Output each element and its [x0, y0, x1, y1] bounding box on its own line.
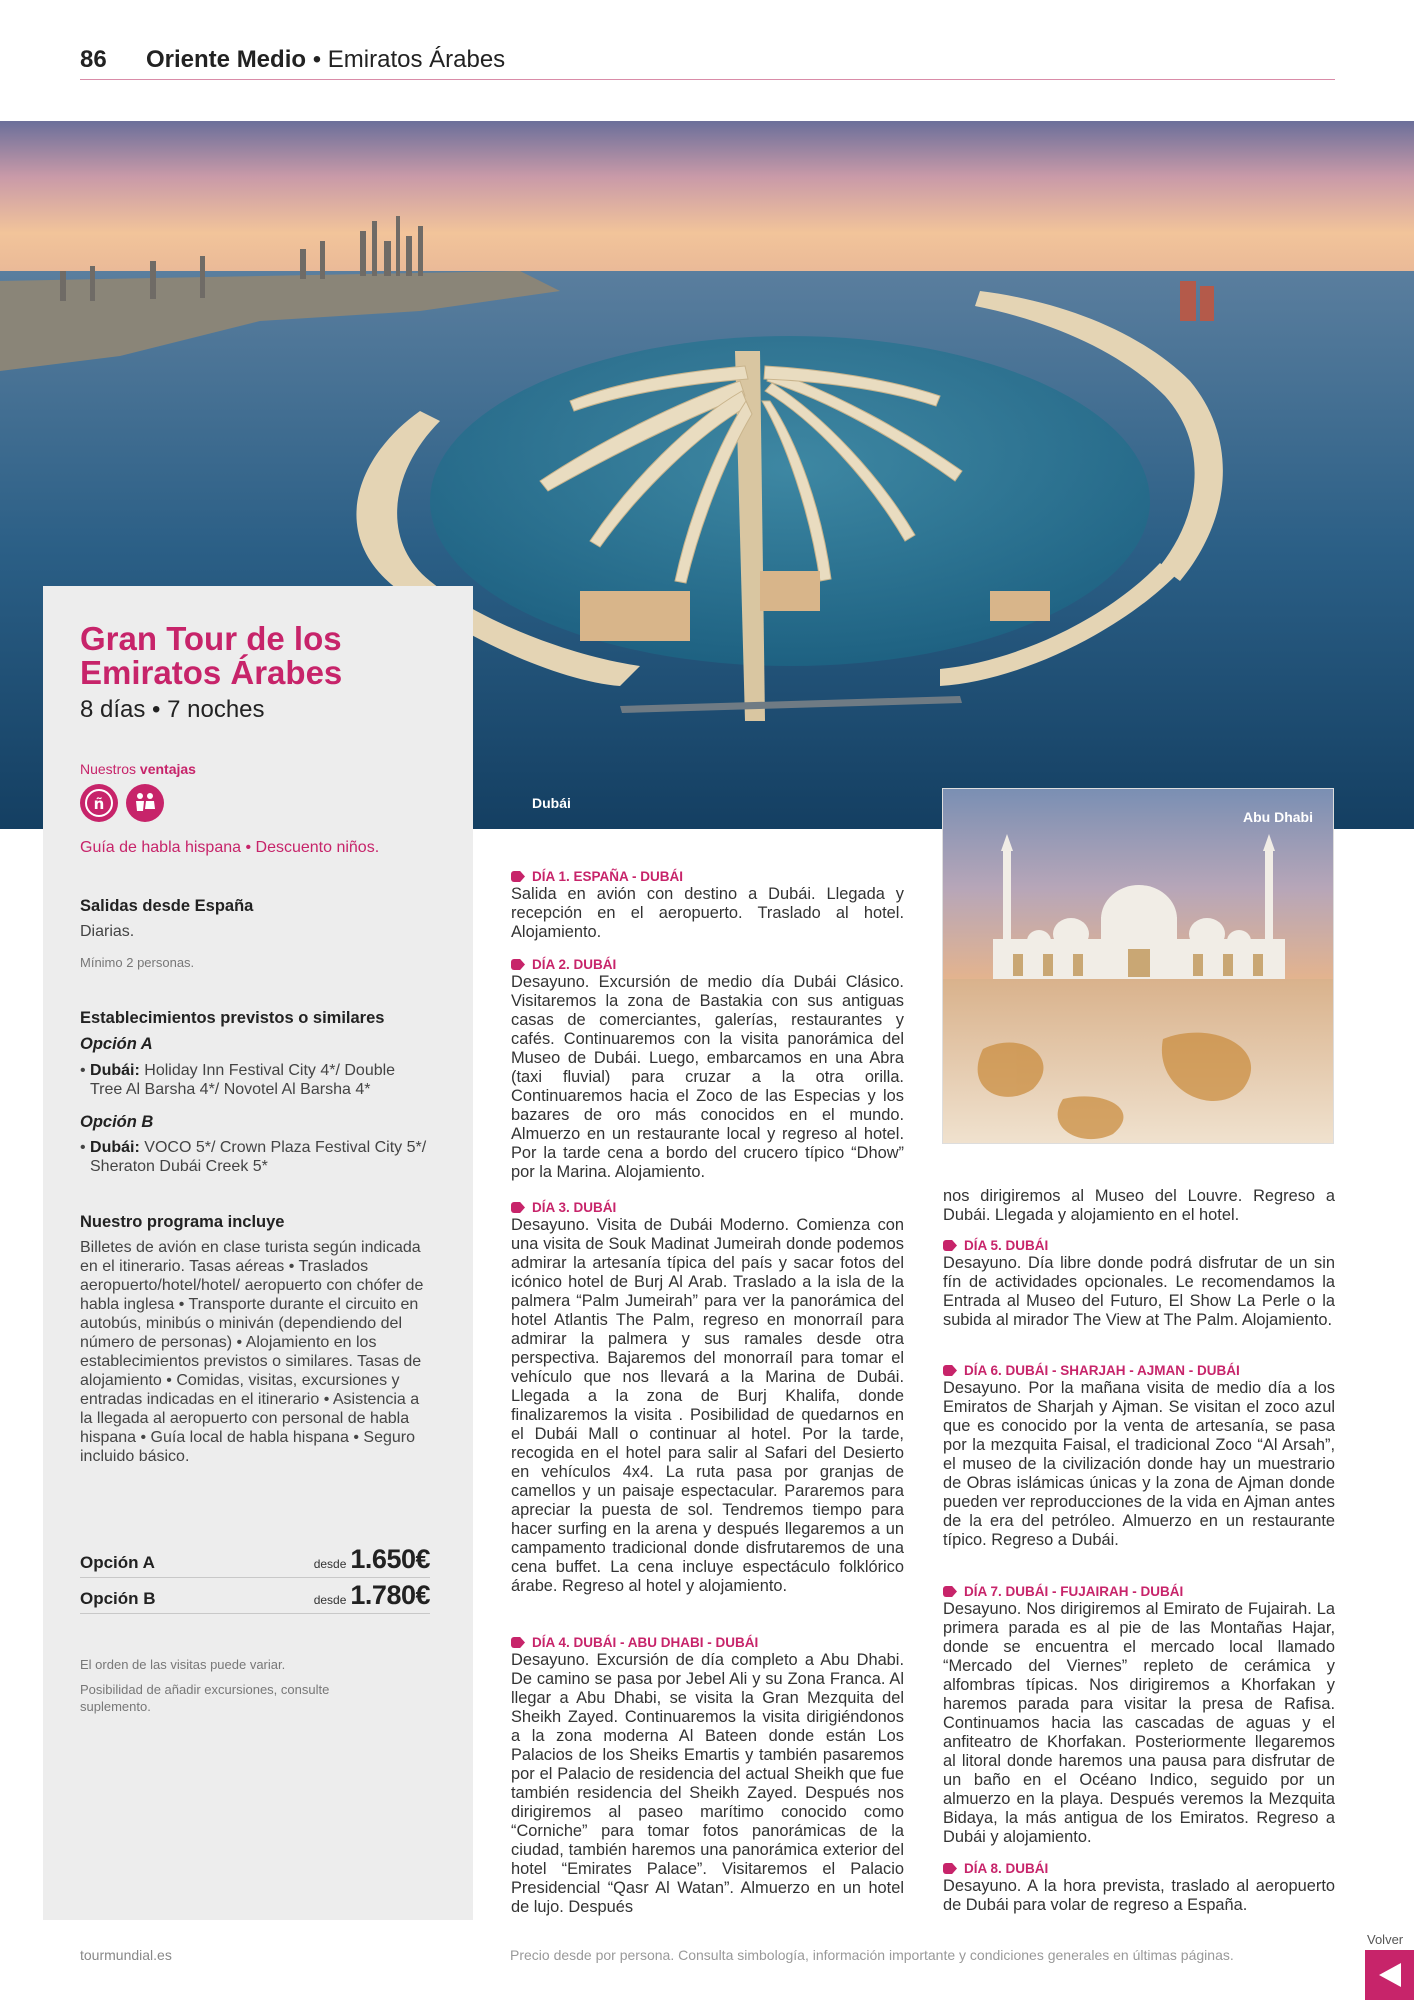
price-row-a [80, 1544, 430, 1578]
itinerary-day-8 [943, 1860, 1335, 1915]
option-a-title: Opción A [80, 1035, 153, 1053]
tag-icon [943, 1365, 957, 1376]
day-text: Desayuno. A la hora prevista, traslado al aeropuerto de Dubái para volar de regreso a España. [943, 1877, 1335, 1914]
day-title: DÍA 8. DUBÁI [964, 1861, 1049, 1876]
advantages-text: Guía de habla hispana • Descuento niños. [80, 839, 380, 856]
region-name: Oriente Medio [146, 46, 307, 73]
itinerary-day-6 [943, 1362, 1335, 1550]
abu-dhabi-caption: Abu Dhabi [1243, 809, 1313, 825]
tag-icon [943, 1586, 957, 1597]
option-a-hotel-list: Holiday Inn Festival City 4*/ Double Tree Al Barsha 4*/ Novotel Al Barsha 4* [90, 1062, 396, 1098]
price-label: Opción A [80, 1553, 155, 1572]
back-label: Volver [1367, 1932, 1404, 1947]
tag-icon [943, 1240, 957, 1251]
option-a-city: Dubái: [90, 1062, 140, 1079]
page-number: 86 [80, 46, 107, 73]
day-text: nos dirigiremos al Museo del Louvre. Regreso a Dubái. Llegada y alojamiento en el hotel. [943, 1187, 1335, 1224]
includes-text: Billetes de avión en clase turista según indicada en el itinerario. Tasas aéreas • Traslados aeropuerto/hotel/hotel/ aeropuerto con chófer de habla inglesa • Transporte durante el circuito en autobús, minibús o miniván (dependiendo del número de personas) • Alojamiento en los establecimientos previstos o similares. Tasas de alojamiento • Comidas, visitas, excursiones y entradas indicadas en el itinerario • Asistencia a la llegada al aeropuerto con personal de habla hispana • Guía local de habla hispana • Seguro incluido básico. [80, 1239, 424, 1465]
advantages-label-prefix: Nuestros [80, 761, 137, 777]
hero-caption: Dubái [532, 795, 571, 811]
option-b-city: Dubái: [90, 1139, 140, 1156]
includes-title: Nuestro programa incluye [80, 1213, 285, 1231]
departures-value: Diarias. [80, 923, 135, 940]
country-name: Emiratos Árabes [327, 46, 506, 73]
tag-icon [943, 1863, 957, 1874]
price-row-b [80, 1580, 430, 1614]
day-text: Desayuno. Día libre donde podrá disfrutar de un sin fín de actividades opcionales. Le recomendamos la Entrada al Museo del Futuro, El Show La Perle o la subida al mirador The View at The Palm. Alojamiento. [943, 1254, 1335, 1329]
day-title: DÍA 7. DUBÁI - FUJAIRAH - DUBÁI [964, 1584, 1184, 1599]
svg-text:ñ: ñ [93, 795, 105, 813]
min-people-note: Mínimo 2 personas. [80, 955, 195, 970]
day-title: DÍA 2. DUBÁI [532, 957, 617, 972]
back-arrow-icon [1365, 1950, 1414, 2000]
price-label: Opción B [80, 1589, 156, 1608]
day-text: Desayuno. Visita de Dubái Moderno. Comienza con una visita de Souk Madinat Jumeirah donde podemos admirar la artesanía típica del país y sacar fotos del icónico hotel de Burj Al Arab. Traslado a la isla de la palmera “Palm Jumeirah” para ver la panorámica del hotel Atlantis The Palm, regreso en monorraíl para admirar la palmera y sus ramales desde otra perspectiva. Bajaremos del monorraíl para tomar el vehículo que nos llevará a la Marina de Dubái. Llegada a la zona de Burj Khalifa, donde finalizaremos la visita . Posibilidad de quedarnos en el Dubái Mall o continuar al hotel. Por la tarde, recogida en el hotel para salir al Safari del Desierto en vehículos 4x4. La ruta pasa por granjas de camellos y un paisaje espectacular. Pararemos para apreciar la puesta de sol. Tendremos tiempo para hacer surfing en la arena y después llegaremos a un campamento tradicional donde disfrutaremos de una cena buffet. La cena incluye espectáculo folklórico árabe. Regreso al hotel y alojamiento. [511, 1216, 904, 1595]
price-amount: 1.780€ [350, 1580, 430, 1610]
visit-order-note: El orden de las visitas puede variar. [80, 1657, 286, 1672]
day-title: DÍA 6. DUBÁI - SHARJAH - AJMAN - DUBÁI [964, 1363, 1240, 1378]
footer-note: Precio desde por persona. Consulta simbología, información importante y condiciones generales en últimas páginas. [510, 1947, 1234, 1963]
separator: • [306, 46, 328, 73]
tour-title: Gran Tour de los Emiratos Árabes [80, 620, 343, 691]
itinerary-day-4-continued [943, 1187, 1335, 1225]
page-header [80, 46, 1335, 80]
advantages-label [80, 761, 196, 777]
day-text: Desayuno. Por la mañana visita de medio día a los Emiratos de Sharjah y Ajman. Se visitan el zoco azul que es conocido por la venta de artesanía, se pasa por la mezquita Faisal, el tradicional Zoco “Al Arsah”, el museo de la civilización donde hay un muestrario de Obras islámicas únicas y la zona de Ajman donde pueden ver reproducciones de la vida en Ajman antes de la era del petróleo. Almuerzo en un restaurante típico. Regreso a Dubái. [943, 1379, 1335, 1549]
departures-title: Salidas desde España [80, 897, 254, 915]
itinerary-day-5 [943, 1237, 1335, 1330]
day-text: Desayuno. Excursión de día completo a Abu Dhabi. De camino se pasa por Jebel Ali y su Zona Franca. Al llegar a Abu Dhabi, se visita la Gran Mezquita del Sheikh Zayed. Continuaremos la visita dirigiéndonos a la zona moderna Al Bateen donde están Los Palacios de los Sheiks Emartis y también pasaremos por el Palacio de residencia del actual Sheikh que fue también residencia del Sheikh Zayed. Después nos dirigiremos al paseo marítimo conocido como “Corniche” para tomar fotos panorámicas de la ciudad, también haremos una panorámica exterior del hotel “Emirates Palace”. Visitaremos el Palacio Presidencial “Qasr Al Watan”. Almuerzo en un hotel de lujo. Después [511, 1651, 904, 1916]
abu-dhabi-photo [942, 788, 1334, 1144]
section-title [146, 46, 505, 74]
itinerary-day-2 [511, 956, 904, 1182]
advantages-label-bold: ventajas [139, 761, 196, 777]
itinerary-day-3 [511, 1199, 904, 1596]
tag-icon [511, 959, 525, 970]
day-title: DÍA 3. DUBÁI [532, 1200, 617, 1215]
advantages-icons [80, 784, 168, 822]
price-from: desde [313, 1557, 347, 1571]
itinerary-day-7 [943, 1583, 1335, 1847]
day-text: Desayuno. Nos dirigiremos al Emirato de Fujairah. La primera parada es al pie de las Montañas Hajar, donde se encuentra el mercado local llamado “Mercado del Viernes” repleto de cerámica y alfombras típicas. Nos dirigiremos a Khorfakan y haremos parada para visitar la presa de Rafisa. Continuamos hacia las cascadas de aguas y el anfiteatro de Khorfakan. Posteriormente llegaremos al litoral donde haremos una pausa para disfrutar de un baño en el Océano Indico, seguido por un almuerzo en la playa. Después veremos la Mezquita Bidaya, la más antigua de los Emiratos. Regreso a Dubái y alojamiento. [943, 1600, 1335, 1846]
info-panel [43, 586, 473, 1920]
children-icon [126, 784, 164, 822]
hotels-title: Establecimientos previstos o similares [80, 1009, 385, 1027]
tag-icon [511, 1637, 525, 1648]
tag-icon [511, 1202, 525, 1213]
day-title: DÍA 5. DUBÁI [964, 1238, 1049, 1253]
tour-duration: 8 días • 7 noches [80, 696, 265, 723]
guide-icon [80, 784, 118, 822]
mosque-illustration [943, 789, 1334, 1144]
option-b-hotels: • Dubái: VOCO 5*/ Crown Plaza Festival City 5*/ Sheraton Dubái Creek 5* [80, 1139, 427, 1175]
option-b-title: Opción B [80, 1113, 154, 1131]
itinerary-day-1 [511, 868, 904, 942]
tag-icon [511, 871, 525, 882]
day-title: DÍA 4. DUBÁI - ABU DHABI - DUBÁI [532, 1635, 759, 1650]
day-text: Salida en avión con destino a Dubái. Llegada y recepción en el aeropuerto. Traslado al hotel. Alojamiento. [511, 885, 904, 941]
excursions-note: Posibilidad de añadir excursiones, consulte suplemento. [80, 1682, 330, 1714]
option-b-hotel-list: VOCO 5*/ Crown Plaza Festival City 5*/ Sheraton Dubái Creek 5* [90, 1139, 427, 1175]
option-a-hotels: • Dubái: Holiday Inn Festival City 4*/ Double Tree Al Barsha 4*/ Novotel Al Barsha 4* [80, 1062, 396, 1098]
day-text: Desayuno. Excursión de medio día Dubái Clásico. Visitaremos la zona de Bastakia con sus antiguas casas de comerciantes, galerías, restaurantes y cafés. Continuaremos con la visita panorámica del Museo de Dubái. Luego, embarcamos en una Abra (taxi fluvial) para cruzar a la otra orilla. Continuaremos hacia el Zoco de las Especias y los bazares de oro más conocidos en el mundo. Almuerzo en un restaurante local y regreso al hotel. Por la tarde cena a bordo del crucero típico “Dhow” por la Marina. Alojamiento. [511, 973, 904, 1181]
back-button[interactable] [1365, 1950, 1414, 2000]
day-title: DÍA 1. ESPAÑA - DUBÁI [532, 869, 684, 884]
price-amount: 1.650€ [350, 1544, 430, 1574]
itinerary-day-4 [511, 1634, 904, 1917]
footer-website[interactable]: tourmundial.es [80, 1947, 172, 1963]
price-from: desde [313, 1593, 347, 1607]
